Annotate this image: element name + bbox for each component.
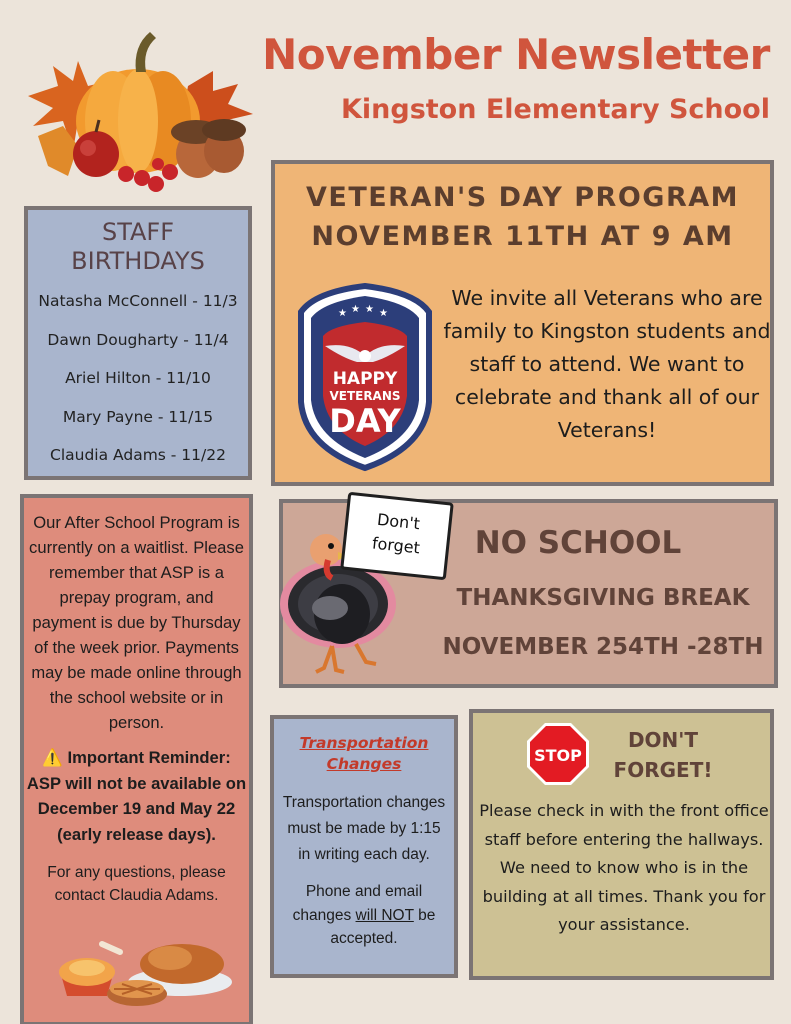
- badge-happy: HAPPY: [332, 369, 398, 389]
- staff-birthdays-panel: [24, 206, 252, 480]
- veterans-day-body: We invite all Veterans who are family to Kingston students and staff to attend. We want to celebrate and thank all of our Veterans!: [443, 286, 771, 442]
- thanksgiving-break-label: THANKSGIVING BREAK: [456, 585, 750, 611]
- no-school-heading: NO SCHOOL: [474, 525, 682, 561]
- svg-text:★: ★: [338, 308, 347, 319]
- transportation-body: Transportation changes must be made by 1:15 in writing each day.: [282, 794, 446, 863]
- thanksgiving-food-illustration: [52, 934, 237, 1009]
- svg-text:★: ★: [351, 304, 360, 315]
- birthday-list: [28, 282, 248, 475]
- birthday-item: Claudia Adams - 11/22: [50, 446, 226, 464]
- birthday-item: Dawn Dougharty - 11/4: [47, 330, 229, 349]
- transportation-note: Phone and email changes will NOT be accepted.: [292, 883, 436, 947]
- svg-text:★: ★: [365, 304, 374, 315]
- autumn-pumpkin-illustration: [18, 26, 258, 196]
- veterans-day-badge: [295, 282, 435, 472]
- birthday-item: Mary Payne - 11/15: [62, 407, 214, 426]
- svg-text:STOP: STOP: [534, 746, 582, 765]
- dont-forget-sign: Don't forget: [340, 492, 454, 581]
- svg-text:★: ★: [379, 308, 388, 319]
- after-school-body: Our After School Program is currently on a waitlist. Please remember that ASP is a prepay program, and payment is due by Thursday of the week prior. Payments may be made online through the school website or in person.: [29, 513, 244, 732]
- cupcake-icon: [59, 958, 115, 996]
- veterans-day-panel: [271, 160, 774, 486]
- badge-day: DAY: [329, 402, 401, 440]
- transportation-panel: [270, 715, 458, 978]
- dont-forget-heading: DON'T FORGET!: [613, 728, 713, 782]
- birthday-item: Natasha McConnell - 11/3: [38, 292, 238, 310]
- thanksgiving-break-dates: NOVEMBER 254TH -28TH: [442, 634, 764, 660]
- pie-icon: [107, 980, 167, 1006]
- birthday-item: Ariel Hilton - 11/10: [65, 369, 211, 387]
- contact-note: For any questions, please contact Claudia Adams.: [47, 864, 226, 904]
- veterans-day-heading: VETERAN'S DAY PROGRAM NOVEMBER 11TH AT 9 AM: [305, 182, 740, 252]
- badge-veterans: VETERANS: [329, 389, 401, 403]
- dont-forget-body: Please check in with the front office staff before entering the hallways. We need to know who is in the building at all times. Thank you for your assistance.: [479, 801, 769, 934]
- staff-birthdays-heading: STAFF BIRTHDAYS: [71, 218, 205, 275]
- page-title: November Newsletter: [262, 30, 770, 79]
- warning-icon: ⚠️: [42, 748, 63, 767]
- acorn-icon: [171, 119, 246, 178]
- important-reminder: ⚠️ Important Reminder: ASP will not be available on December 19 and May 22 (early release days).: [26, 748, 247, 844]
- stop-sign-icon: [525, 721, 591, 787]
- dont-forget-panel: [469, 709, 774, 980]
- transportation-heading: Transportation Changes: [299, 734, 429, 773]
- school-name: Kingston Elementary School: [340, 94, 770, 125]
